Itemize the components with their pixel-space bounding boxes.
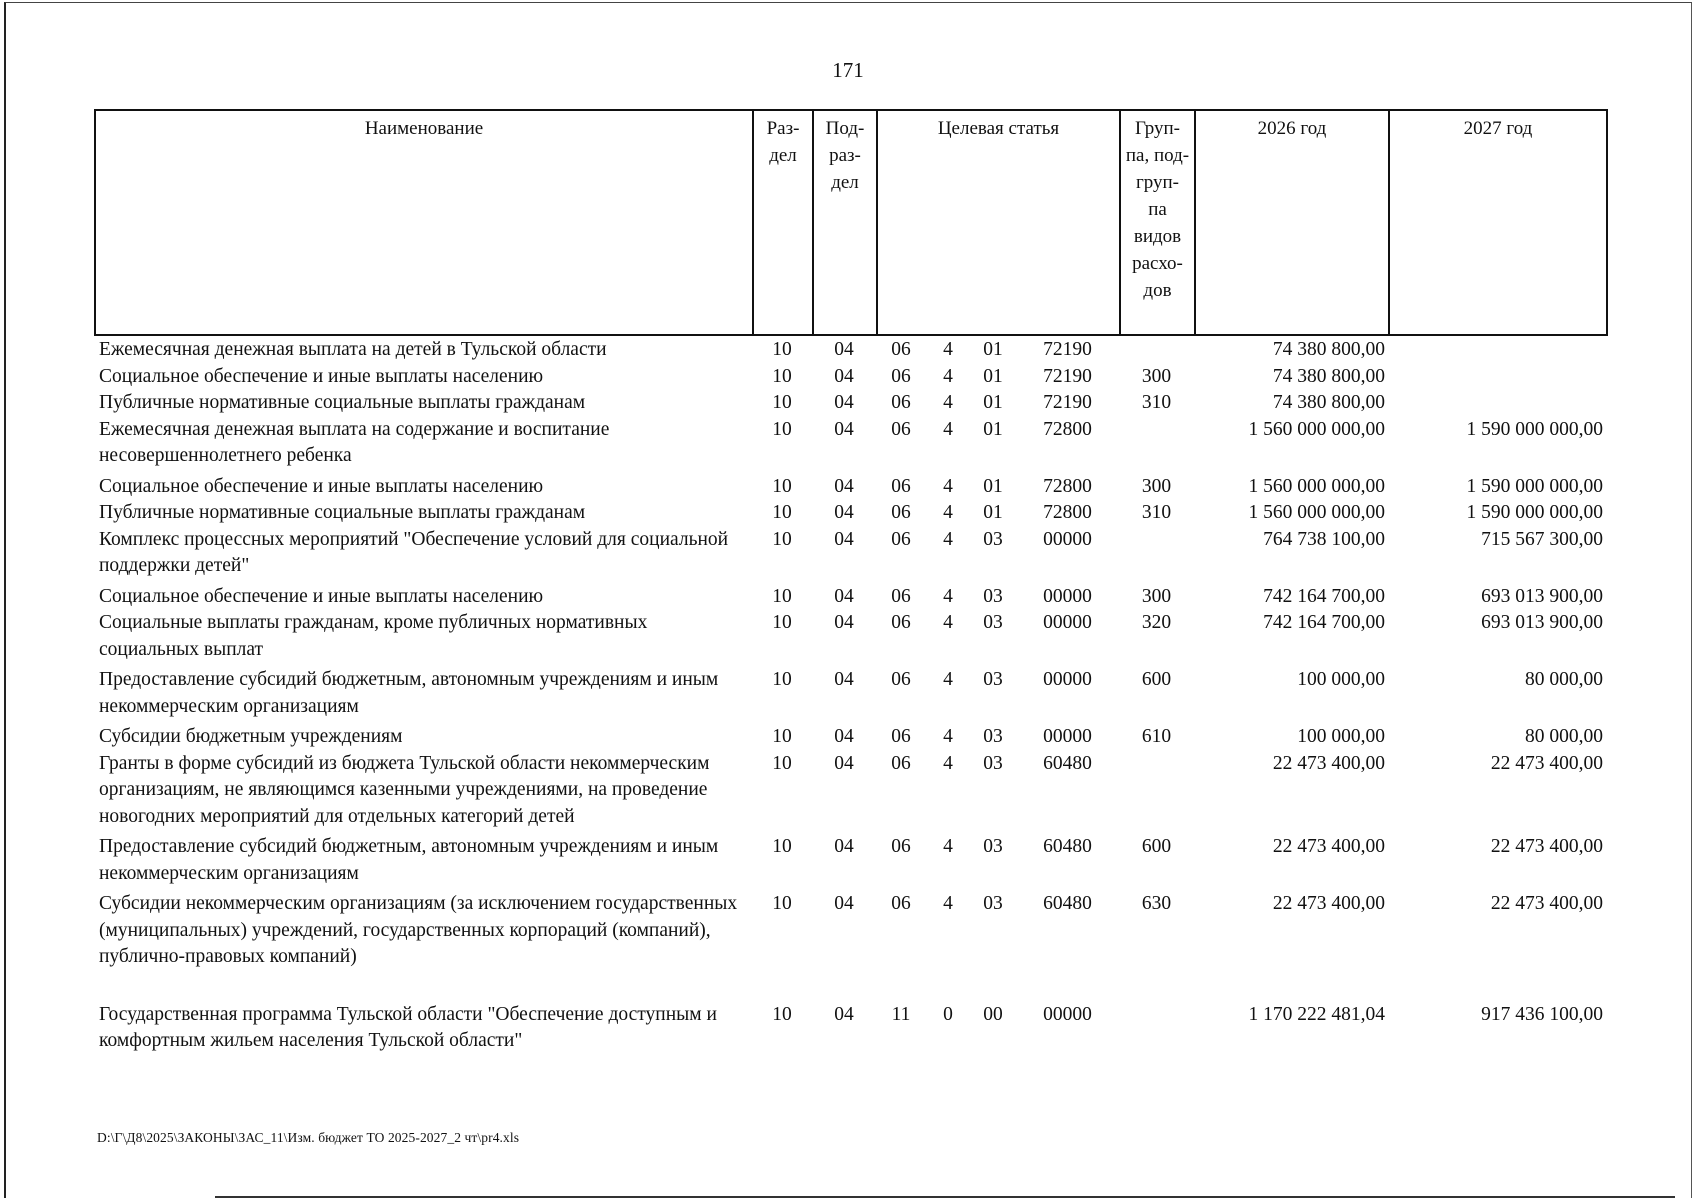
row-amount-2026: 74 380 800,00 xyxy=(1272,339,1385,360)
row-razdel: 10 xyxy=(772,339,792,360)
row-expense-group: 310 xyxy=(1141,392,1172,413)
row-amount-2027 xyxy=(1388,390,1606,417)
row-razdel: 10 xyxy=(772,392,792,413)
row-amount-2026: 742 164 700,00 xyxy=(1263,612,1385,633)
table-row xyxy=(94,337,1606,364)
row-podrazdel: 04 xyxy=(834,836,854,857)
row-target-type: 4 xyxy=(943,752,953,774)
row-expense-group xyxy=(1119,337,1194,364)
row-expense-group xyxy=(1119,527,1194,580)
row-amount-2027 xyxy=(1388,364,1606,391)
row-target-program: 06 xyxy=(891,585,911,607)
row-target-direction: 72190 xyxy=(1043,339,1092,360)
table-row xyxy=(94,417,1606,470)
row-target-direction: 72190 xyxy=(1043,365,1092,387)
row-target-type: 4 xyxy=(943,669,953,690)
row-target-program: 06 xyxy=(891,418,911,440)
row-amount-2026: 1 560 000 000,00 xyxy=(1248,418,1385,440)
table-row xyxy=(94,751,1606,831)
budget-table xyxy=(94,337,1606,1055)
row-amount-2026: 74 380 800,00 xyxy=(1272,365,1385,387)
table-row xyxy=(94,527,1606,580)
row-podrazdel: 04 xyxy=(834,612,854,633)
row-name: Ежемесячная денежная выплата на детей в Тульской области xyxy=(99,339,607,360)
row-target-element: 03 xyxy=(983,893,1003,914)
row-name: Государственная программа Тульской области "Обеспечение доступным и комфортным жильем населения Тульской области" xyxy=(99,1003,717,1051)
table-row xyxy=(94,830,1606,887)
row-expense-group: 300 xyxy=(1141,475,1172,497)
row-podrazdel: 04 xyxy=(834,392,854,413)
row-target-element: 01 xyxy=(983,475,1003,497)
row-target-type: 4 xyxy=(943,339,953,360)
row-podrazdel: 04 xyxy=(834,669,854,690)
row-amount-2027: 1 590 000 000,00 xyxy=(1466,475,1603,497)
row-amount-2027: 693 013 900,00 xyxy=(1481,612,1603,633)
table-row xyxy=(94,610,1606,663)
row-razdel: 10 xyxy=(772,502,792,523)
row-target-type: 4 xyxy=(943,475,953,497)
row-expense-group: 310 xyxy=(1141,502,1172,523)
row-target-element: 03 xyxy=(983,669,1003,690)
row-name: Комплекс процессных мероприятий "Обеспечение условий для социальной поддержки детей" xyxy=(99,528,729,576)
row-expense-group: 630 xyxy=(1141,893,1172,914)
row-target-type: 4 xyxy=(943,893,953,914)
row-target-element: 03 xyxy=(983,836,1003,857)
row-expense-group xyxy=(1119,417,1194,470)
row-target-direction: 00000 xyxy=(1043,612,1092,633)
row-target-direction: 72190 xyxy=(1043,392,1092,413)
row-amount-2027 xyxy=(1388,337,1606,364)
row-podrazdel: 04 xyxy=(834,528,854,550)
row-target-program: 06 xyxy=(891,893,911,914)
row-name: Субсидии бюджетным учреждениям xyxy=(99,726,403,747)
header-podrazdel: Под- раз- дел xyxy=(813,110,877,335)
row-podrazdel: 04 xyxy=(834,502,854,523)
row-name: Гранты в форме субсидий из бюджета Тульской области некоммерческим организациям, не являющимся казенными учреждениями, на проведение новогодних мероприятий для отдельных категорий детей xyxy=(99,752,710,827)
row-target-type: 4 xyxy=(943,418,953,440)
row-amount-2027: 693 013 900,00 xyxy=(1481,585,1603,607)
row-name: Ежемесячная денежная выплата на содержание и воспитание несовершеннолетнего ребенка xyxy=(99,418,610,466)
row-target-program: 06 xyxy=(891,836,911,857)
header-year-2027: 2027 год xyxy=(1389,110,1607,335)
header-target-article: Целевая статья xyxy=(877,110,1120,335)
header-year-2026: 2026 год xyxy=(1195,110,1389,335)
row-target-element: 01 xyxy=(983,502,1003,523)
row-target-program: 06 xyxy=(891,528,911,550)
row-amount-2026: 22 473 400,00 xyxy=(1272,752,1385,774)
row-amount-2027: 80 000,00 xyxy=(1525,726,1603,747)
table-row xyxy=(94,971,1606,1055)
row-target-program: 06 xyxy=(891,392,911,413)
row-podrazdel: 04 xyxy=(834,475,854,497)
row-target-type: 0 xyxy=(943,1003,953,1025)
table-row xyxy=(94,887,1606,971)
row-podrazdel: 04 xyxy=(834,752,854,774)
file-path-footer: D:\Г\Д8\2025\ЗАКОНЫ\ЗАС_11\Изм. бюджет ТО 2025-2027_2 чт\pr4.xls xyxy=(97,1130,520,1145)
row-amount-2027: 22 473 400,00 xyxy=(1490,893,1603,914)
row-razdel: 10 xyxy=(772,585,792,607)
row-target-program: 06 xyxy=(891,502,911,523)
row-amount-2027: 80 000,00 xyxy=(1525,669,1603,690)
row-target-element: 03 xyxy=(983,726,1003,747)
row-target-element: 00 xyxy=(983,1003,1003,1025)
row-razdel: 10 xyxy=(772,893,792,914)
row-amount-2026: 74 380 800,00 xyxy=(1272,392,1385,413)
row-target-type: 4 xyxy=(943,528,953,550)
row-target-type: 4 xyxy=(943,392,953,413)
table-row xyxy=(94,364,1606,391)
row-podrazdel: 04 xyxy=(834,726,854,747)
row-target-direction: 00000 xyxy=(1043,1003,1092,1025)
row-target-program: 06 xyxy=(891,612,911,633)
row-podrazdel: 04 xyxy=(834,1003,854,1025)
row-expense-group xyxy=(1119,971,1194,1055)
table-row xyxy=(94,500,1606,527)
row-amount-2027: 1 590 000 000,00 xyxy=(1466,502,1603,523)
bottom-rule xyxy=(215,1196,1675,1198)
row-razdel: 10 xyxy=(772,726,792,747)
row-expense-group: 600 xyxy=(1141,669,1172,690)
row-target-program: 06 xyxy=(891,726,911,747)
row-name: Публичные нормативные социальные выплаты гражданам xyxy=(99,392,586,413)
page-number: 171 xyxy=(832,58,864,82)
row-target-direction: 72800 xyxy=(1043,502,1092,523)
row-target-type: 4 xyxy=(943,365,953,387)
row-target-type: 4 xyxy=(943,836,953,857)
table-row xyxy=(94,663,1606,720)
row-expense-group: 610 xyxy=(1141,726,1172,747)
table-row xyxy=(94,470,1606,501)
row-target-element: 03 xyxy=(983,528,1003,550)
table-row xyxy=(94,580,1606,611)
row-amount-2026: 22 473 400,00 xyxy=(1272,893,1385,914)
row-razdel: 10 xyxy=(772,528,792,550)
row-target-program: 06 xyxy=(891,475,911,497)
row-target-program: 06 xyxy=(891,365,911,387)
row-target-type: 4 xyxy=(943,726,953,747)
header-razdel: Раз- дел xyxy=(753,110,813,335)
row-amount-2027: 917 436 100,00 xyxy=(1481,1003,1603,1025)
row-target-direction: 60480 xyxy=(1043,893,1092,914)
row-razdel: 10 xyxy=(772,1003,792,1025)
row-amount-2026: 764 738 100,00 xyxy=(1263,528,1385,550)
row-target-type: 4 xyxy=(943,585,953,607)
row-target-direction: 60480 xyxy=(1043,836,1092,857)
row-target-direction: 00000 xyxy=(1043,669,1092,690)
row-target-element: 03 xyxy=(983,752,1003,774)
row-amount-2026: 100 000,00 xyxy=(1297,726,1385,747)
row-podrazdel: 04 xyxy=(834,365,854,387)
row-target-direction: 72800 xyxy=(1043,418,1092,440)
row-target-direction: 00000 xyxy=(1043,528,1092,550)
row-target-element: 01 xyxy=(983,339,1003,360)
row-target-direction: 60480 xyxy=(1043,752,1092,774)
row-amount-2026: 742 164 700,00 xyxy=(1263,585,1385,607)
row-razdel: 10 xyxy=(772,475,792,497)
row-expense-group: 320 xyxy=(1141,612,1172,633)
row-name: Социальное обеспечение и иные выплаты населению xyxy=(99,365,544,387)
row-target-program: 06 xyxy=(891,669,911,690)
row-name: Социальное обеспечение и иные выплаты населению xyxy=(99,475,544,497)
row-target-type: 4 xyxy=(943,502,953,523)
header-expense-group: Груп- па, под- груп- па видов расхо- дов xyxy=(1120,110,1195,335)
row-target-type: 4 xyxy=(943,612,953,633)
row-razdel: 10 xyxy=(772,836,792,857)
row-target-element: 01 xyxy=(983,418,1003,440)
row-amount-2027: 715 567 300,00 xyxy=(1481,528,1603,550)
table-row xyxy=(94,390,1606,417)
row-amount-2027: 22 473 400,00 xyxy=(1490,836,1603,857)
row-name: Субсидии некоммерческим организациям (за исключением государственных (муниципальных) учреждений, государственных корпораций (компаний), публично-правовых компаний) xyxy=(99,893,738,967)
row-amount-2026: 1 560 000 000,00 xyxy=(1248,502,1385,523)
row-razdel: 10 xyxy=(772,752,792,774)
row-amount-2026: 100 000,00 xyxy=(1297,669,1385,690)
row-target-direction: 00000 xyxy=(1043,585,1092,607)
row-target-program: 06 xyxy=(891,339,911,360)
row-podrazdel: 04 xyxy=(834,585,854,607)
row-razdel: 10 xyxy=(772,365,792,387)
row-name: Публичные нормативные социальные выплаты гражданам xyxy=(99,502,586,523)
row-name: Предоставление субсидий бюджетным, автономным учреждениям и иным некоммерческим организациям xyxy=(99,669,719,717)
row-razdel: 10 xyxy=(772,612,792,633)
row-target-element: 03 xyxy=(983,585,1003,607)
row-razdel: 10 xyxy=(772,669,792,690)
row-target-program: 11 xyxy=(891,1003,911,1025)
row-amount-2026: 1 170 222 481,04 xyxy=(1248,1003,1385,1025)
row-amount-2027: 1 590 000 000,00 xyxy=(1466,418,1603,440)
row-expense-group xyxy=(1119,751,1194,831)
row-name: Предоставление субсидий бюджетным, автономным учреждениям и иным некоммерческим организациям xyxy=(99,836,719,884)
row-target-element: 01 xyxy=(983,365,1003,387)
row-podrazdel: 04 xyxy=(834,893,854,914)
header-name: Наименование xyxy=(364,118,484,139)
table-row xyxy=(94,720,1606,751)
row-razdel: 10 xyxy=(772,418,792,440)
row-target-program: 06 xyxy=(891,752,911,774)
table-header xyxy=(94,109,1608,336)
row-expense-group: 600 xyxy=(1141,836,1172,857)
row-target-element: 03 xyxy=(983,612,1003,633)
row-amount-2026: 22 473 400,00 xyxy=(1272,836,1385,857)
row-name: Социальное обеспечение и иные выплаты населению xyxy=(99,585,544,607)
row-name: Социальные выплаты гражданам, кроме публичных нормативных социальных выплат xyxy=(99,612,648,660)
row-podrazdel: 04 xyxy=(834,418,854,440)
row-expense-group: 300 xyxy=(1141,585,1172,607)
row-amount-2027: 22 473 400,00 xyxy=(1490,752,1603,774)
row-target-direction: 00000 xyxy=(1043,726,1092,747)
row-podrazdel: 04 xyxy=(834,339,854,360)
row-target-element: 01 xyxy=(983,392,1003,413)
row-expense-group: 300 xyxy=(1141,365,1172,387)
row-target-direction: 72800 xyxy=(1043,475,1092,497)
row-amount-2026: 1 560 000 000,00 xyxy=(1248,475,1385,497)
